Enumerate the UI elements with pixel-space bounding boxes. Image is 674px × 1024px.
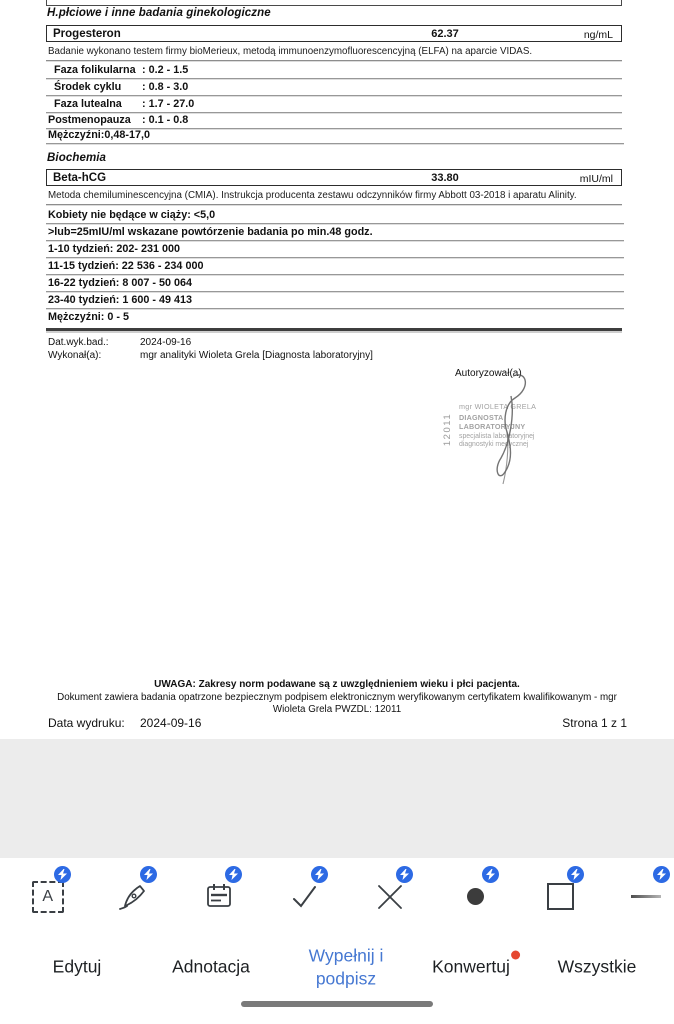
range-text: 16-22 tydzień: 8 007 - 50 064	[48, 276, 193, 289]
ai-premium-badge	[653, 866, 670, 883]
range-value: : 1.7 - 27.0	[142, 98, 195, 110]
bottom-navigation	[0, 935, 674, 1024]
beta-hcg-name: Beta-hCG	[53, 171, 107, 184]
stamp-name: mgr WIOLETA GRELA	[459, 402, 537, 411]
viewer-background	[0, 739, 674, 859]
range-row	[46, 291, 624, 309]
calendar-icon	[203, 881, 235, 913]
tab-wszystkie[interactable]	[558, 957, 637, 978]
beta-hcg-unit: mIU/ml	[579, 172, 613, 185]
range-text: 23-40 tydzień: 1 600 - 49 413	[48, 293, 193, 306]
handwritten-signature	[483, 372, 535, 490]
print-date-label: Data wydruku:	[48, 716, 125, 730]
signature-tool[interactable]	[91, 858, 177, 935]
tab-wypelnij-i-podpisz[interactable]	[287, 944, 405, 990]
footer-signature-note: Dokument zawiera badania opatrzone bezpiecznym podpisem elektronicznym weryfikowanym certyfikatem kwalifikowanym - mgr Wioleta Grela PWZDL: 12011	[57, 692, 617, 715]
lab-stamp	[443, 386, 563, 486]
authorized-label: Autoryzował(a)	[455, 368, 522, 379]
range-label: Faza lutealna	[54, 98, 122, 110]
ai-premium-badge	[54, 866, 71, 883]
text-box-icon	[32, 881, 64, 913]
tab-label: Adnotacja	[172, 956, 250, 977]
previous-result-box-partial	[46, 0, 622, 6]
range-row	[46, 223, 624, 241]
range-text: Mężczyźni: 0 - 5	[48, 310, 129, 323]
range-value: : 0.1 - 0.8	[142, 114, 189, 126]
cross-tool[interactable]	[347, 858, 433, 935]
beta-hcg-result-box	[46, 169, 622, 186]
section-end-bar	[46, 328, 622, 331]
range-row	[46, 96, 622, 113]
line-tool[interactable]	[604, 858, 674, 935]
progesteron-unit: ng/mL	[583, 28, 613, 41]
separator	[46, 60, 622, 61]
tab-label: Wypełnij i podpisz	[308, 945, 384, 988]
square-icon	[547, 883, 574, 910]
ai-premium-badge	[482, 866, 499, 883]
signature-pen-icon	[117, 881, 149, 913]
range-row	[46, 206, 624, 224]
ai-premium-badge	[396, 866, 413, 883]
tab-konwertuj[interactable]	[432, 957, 510, 978]
range-text: 1-10 tydzień: 202- 231 000	[48, 242, 181, 255]
ai-premium-badge	[140, 866, 157, 883]
stamp-spec1: specjalista laboratoryjnej	[459, 433, 535, 440]
separator	[46, 204, 622, 205]
square-tool[interactable]	[518, 858, 604, 935]
beta-hcg-value: 33.80	[431, 172, 459, 184]
page-indicator: Strona 1 z 1	[562, 716, 627, 730]
dot-tool[interactable]	[433, 858, 519, 935]
range-label: Mężczyźni:0,48-17,0	[48, 129, 151, 141]
progesteron-name: Progesteron	[53, 27, 121, 40]
add-text-tool[interactable]	[5, 858, 91, 935]
line-icon	[631, 895, 661, 898]
section-title-ginekologiczne: H.płciowe i inne badania ginekologiczne	[47, 7, 271, 19]
tab-label: Wszystkie	[557, 956, 637, 977]
print-date-value: 2024-09-16	[140, 716, 202, 730]
range-text: >lub=25mIU/ml wskazane powtórzenie badania po min.48 godz.	[48, 225, 373, 238]
exam-date-value: 2024-09-16	[140, 337, 192, 348]
range-row	[46, 240, 624, 258]
home-indicator[interactable]	[241, 1001, 433, 1007]
range-row	[46, 62, 622, 79]
progesteron-method-note: Badanie wykonano testem firmy bioMerieux, metodą immunoenzymofluorescencyjną (ELFA) na aparcie VIDAS.	[48, 46, 533, 57]
date-stamp-tool[interactable]	[176, 858, 262, 935]
tab-edytuj[interactable]	[53, 957, 102, 978]
range-row	[46, 79, 622, 96]
notification-dot	[511, 951, 520, 960]
tab-adnotacja[interactable]	[172, 957, 250, 978]
checkmark-tool[interactable]	[262, 858, 348, 935]
progesteron-value: 62.37	[431, 28, 459, 40]
range-row	[46, 257, 624, 275]
ai-premium-badge	[225, 866, 242, 883]
ai-premium-badge	[311, 866, 328, 883]
range-row	[46, 274, 624, 292]
range-label: Faza folikularna	[54, 64, 136, 76]
performer-label: Wykonał(a):	[48, 350, 102, 361]
range-value: : 0.2 - 1.5	[142, 64, 189, 76]
range-label: Postmenopauza	[48, 114, 131, 126]
section-title-biochemia: Biochemia	[47, 152, 107, 164]
range-text: Kobiety nie będące w ciąży: <5,0	[48, 208, 216, 221]
range-text: 11-15 tydzień: 22 536 - 234 000	[48, 259, 204, 272]
fill-sign-toolbar	[0, 858, 674, 935]
range-row	[46, 308, 624, 325]
tab-label: Konwertuj	[432, 956, 510, 977]
stamp-spec2: diagnostyki medycznej	[459, 441, 529, 448]
cross-icon	[375, 882, 405, 912]
stamp-title: DIAGNOSTA LABORATORYJNY	[459, 413, 526, 431]
checkmark-icon	[288, 881, 320, 913]
performer-value: mgr analityki Wioleta Grela [Diagnosta laboratoryjny]	[140, 350, 373, 361]
beta-hcg-method-note: Metoda chemiluminescencyjna (CMIA). Instrukcja producenta zestawu odczynników firmy Abbott 03-2018 i aparatu Alinity.	[48, 190, 577, 201]
range-row	[46, 127, 624, 144]
range-label: Środek cyklu	[54, 81, 122, 93]
footer-uwaga-note: UWAGA: Zakresy norm podawane są z uwzględnieniem wieku i płci pacjenta.	[154, 679, 520, 690]
tab-label: Edytuj	[52, 956, 102, 977]
dot-icon	[467, 888, 484, 905]
exam-date-label: Dat.wyk.bad.:	[48, 337, 109, 348]
text-box-glyph: A	[42, 887, 54, 905]
stamp-license-number: 12011	[442, 412, 454, 447]
progesteron-result-box	[46, 25, 622, 42]
range-value: : 0.8 - 3.0	[142, 81, 189, 93]
ai-premium-badge	[567, 866, 584, 883]
